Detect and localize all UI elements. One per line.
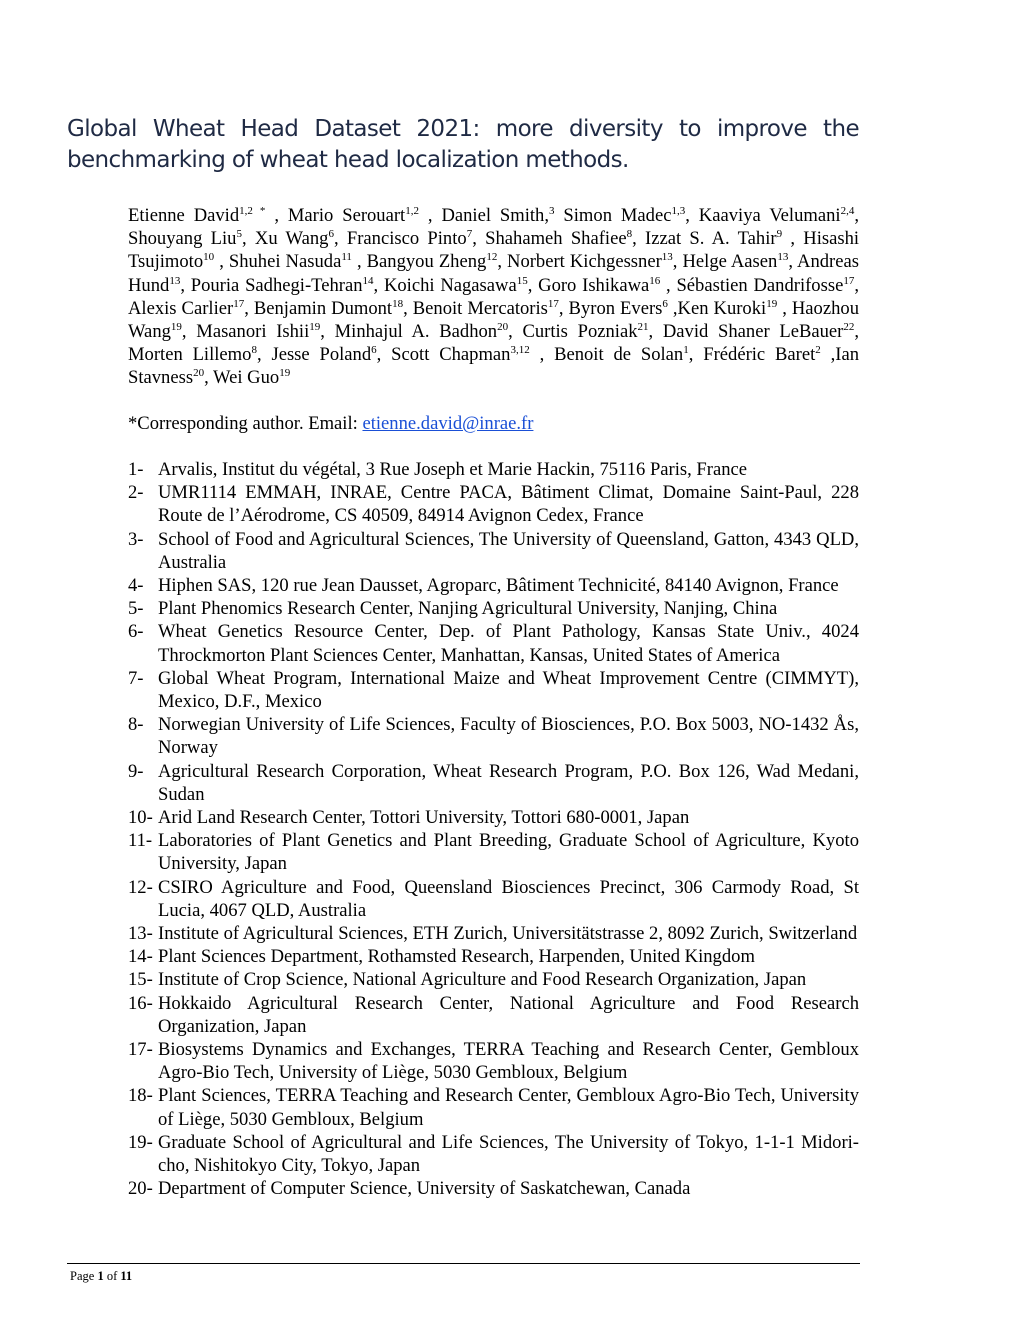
author — [288, 205, 442, 226]
author-name: Goro Ishikawa — [538, 274, 650, 296]
author-name: Hisashi Tsujimoto — [128, 228, 860, 273]
author — [703, 344, 835, 365]
page-label: Page — [70, 1269, 98, 1283]
affiliation-number: 4- — [128, 575, 144, 597]
corresponding-author — [128, 412, 859, 435]
author-affiliation-marker: 20 — [497, 321, 509, 334]
author-name: Norbert Kichgessner — [507, 251, 662, 273]
author-separator: , — [558, 297, 569, 319]
author-affiliation-marker: 1,3 — [671, 205, 686, 217]
author-affiliation-marker: 19 — [309, 321, 321, 334]
author-separator: , — [632, 228, 646, 250]
footer-divider — [67, 1263, 860, 1264]
author-separator: , — [403, 297, 413, 319]
author — [507, 251, 682, 272]
affiliation-text: Plant Phenomics Research Center, Nanjing Agricultural University, Nanjing, China — [158, 598, 778, 620]
affiliation-item — [128, 968, 859, 991]
author — [676, 275, 859, 296]
author-separator: , — [244, 297, 254, 319]
affiliation-item — [128, 1038, 859, 1084]
affiliation-text: Department of Computer Science, University of Saskatchewan, Canada — [158, 1178, 691, 1200]
affiliation-number: 5- — [128, 598, 144, 620]
author-affiliation-marker: 13 — [777, 251, 789, 264]
affiliation-number: 1- — [128, 459, 144, 480]
affiliation-text: Arvalis, Institut du végétal, 3 Rue Joseph et Marie Hackin, 75116 Paris, France — [158, 459, 748, 480]
page-of: of — [103, 1269, 121, 1283]
affiliation-item — [128, 528, 859, 574]
author-affiliation-marker: 7 — [466, 228, 473, 241]
author-name: Etienne David — [128, 205, 240, 226]
affiliation-item — [128, 829, 859, 875]
author-affiliation-marker: 8 — [251, 344, 257, 357]
affiliation-list — [128, 458, 859, 1201]
author — [196, 321, 334, 342]
author-name: Frédéric Baret — [703, 344, 816, 366]
affiliation-item — [128, 945, 859, 968]
affiliation-number: 12- — [128, 876, 153, 898]
affiliation-number: 17- — [128, 1039, 153, 1061]
author-name: Ken Kuroki — [677, 297, 767, 319]
author-separator: , — [497, 251, 508, 273]
author-affiliation-marker: 11 — [341, 251, 352, 264]
author — [271, 344, 391, 365]
affiliation-number: 18- — [128, 1085, 153, 1107]
author — [441, 205, 563, 226]
author-separator: , — [373, 274, 384, 296]
author-separator: , — [418, 205, 442, 226]
affiliation-number: 20- — [128, 1178, 153, 1200]
author — [645, 228, 803, 249]
author-affiliation-marker: 1,2 * — [239, 205, 266, 217]
author-affiliation-marker: 18 — [392, 297, 404, 310]
author-affiliation-marker: 16 — [649, 274, 661, 287]
author-name: Izzat S. A. Tahir — [645, 228, 777, 250]
author-affiliation-marker: 6 — [662, 297, 668, 310]
author-affiliation-marker: 17 — [547, 297, 559, 310]
author — [213, 367, 290, 388]
author-separator: , — [204, 367, 214, 389]
affiliation-number: 15- — [128, 969, 153, 991]
author-affiliation-marker: 19 — [766, 297, 778, 310]
affiliation-text: CSIRO Agriculture and Food, Queensland Biosciences Precinct, 306 Carmody Road, St Lucia, 4067 QLD, Australia — [158, 876, 859, 921]
author-name: David Shaner LeBauer — [662, 321, 844, 343]
author — [485, 228, 645, 249]
author — [191, 275, 384, 296]
author-name: Helge Aasen — [682, 251, 778, 273]
author-separator: , — [854, 205, 859, 226]
author-separator: , — [667, 297, 678, 319]
author-affiliation-marker: 20 — [193, 367, 205, 380]
author — [413, 298, 569, 319]
author-affiliation-marker: 2 — [815, 344, 821, 357]
affiliation-text: Graduate School of Agricultural and Life Sciences, The University of Tokyo, 1-1-1 Midori-cho, Nishitokyo City, Tokyo, Japan — [158, 1131, 859, 1177]
affiliation-item — [128, 806, 859, 829]
author — [522, 321, 662, 342]
affiliation-number: 13- — [128, 923, 153, 945]
author-affiliation-marker: 15 — [516, 274, 528, 287]
author-separator: , — [854, 274, 859, 296]
author-name: Shouyang Liu — [128, 228, 237, 250]
author-affiliation-marker: 13 — [661, 251, 673, 264]
author-list — [128, 204, 859, 390]
affiliation-number: 6- — [128, 621, 144, 643]
author-affiliation-marker: 21 — [637, 321, 649, 334]
author-affiliation-marker: 9 — [776, 228, 783, 241]
author-separator: , — [181, 321, 197, 343]
affiliation-item — [128, 1177, 859, 1200]
author-name: Daniel Smith, — [441, 205, 549, 226]
author-name: Masanori Ishii — [196, 321, 310, 343]
corresponding-label: *Corresponding author. Email: — [128, 413, 363, 434]
author-name: Benoit de Solan — [554, 344, 684, 366]
author-name: Kaaviya Velumani — [698, 205, 841, 226]
author — [682, 251, 797, 272]
author-name: Pouria Sadhegi-Tehran — [190, 274, 363, 296]
author-affiliation-marker: 12 — [486, 251, 498, 264]
author-name: Bangyou Zheng — [366, 251, 487, 273]
author-separator: , — [180, 274, 191, 296]
author-name: Mario Serouart — [287, 205, 406, 226]
author — [229, 251, 367, 272]
page-current: 1 — [97, 1269, 104, 1283]
affiliation-text: Arid Land Research Center, Tottori University, Tottori 680-0001, Japan — [158, 807, 690, 829]
author — [699, 205, 859, 226]
affiliation-number: 7- — [128, 667, 144, 689]
author-affiliation-marker: 3,12 — [510, 344, 530, 357]
author — [663, 321, 859, 342]
author-affiliation-marker: 2,4 — [840, 205, 855, 217]
author-affiliation-marker: 17 — [843, 274, 855, 287]
affiliation-item — [128, 1084, 859, 1130]
affiliation-text: Institute of Crop Science, National Agriculture and Food Research Organization, Japan — [158, 969, 807, 991]
affiliation-item — [128, 597, 859, 620]
author-separator: , — [854, 321, 860, 343]
author-name: Koichi Nagasawa — [383, 274, 517, 296]
affiliation-item — [128, 922, 859, 945]
author-separator: , — [241, 228, 255, 250]
affiliation-item — [128, 992, 859, 1038]
author-separator: , — [376, 344, 392, 366]
affiliation-text: Plant Sciences, TERRA Teaching and Research Center, Gembloux Agro-Bio Tech, University of Liège, 5030 Gembloux, Belgium — [158, 1085, 859, 1130]
author-name: Morten Lillemo — [128, 344, 252, 366]
author-affiliation-marker: 13 — [169, 274, 181, 287]
author-name: Shahameh Shafiee — [485, 228, 627, 250]
author-name: Simon Madec — [563, 205, 672, 226]
author-affiliation-marker: 6 — [371, 344, 377, 357]
author-separator: , — [660, 274, 677, 296]
affiliation-number: 11- — [128, 830, 153, 852]
author-separator: , — [508, 321, 523, 343]
author-affiliation-marker: 3 — [549, 205, 555, 217]
affiliation-item — [128, 481, 859, 527]
page-footer — [70, 1269, 132, 1284]
author-name: Alexis Carlier — [128, 297, 234, 319]
affiliation-number: 8- — [128, 714, 144, 736]
affiliation-number: 3- — [128, 528, 144, 550]
author-affiliation-marker: 22 — [843, 321, 855, 334]
author — [347, 228, 485, 249]
author-name: Benoit Mercatoris — [412, 297, 548, 319]
affiliation-number: 10- — [128, 807, 153, 829]
affiliation-item — [128, 458, 859, 481]
author — [128, 228, 255, 249]
author-separator: , — [782, 228, 804, 250]
author-name: Sébastien Dandrifosse — [676, 274, 844, 296]
author — [128, 344, 271, 365]
author-separator: , — [214, 251, 229, 273]
author-name: Jesse Poland — [271, 344, 372, 366]
author-separator: , — [685, 205, 699, 226]
author — [538, 275, 676, 296]
author-name: Andreas Hund — [128, 251, 859, 296]
author — [563, 205, 698, 226]
author — [255, 228, 347, 249]
affiliation-text: Plant Sciences Department, Rothamsted Research, Harpenden, United Kingdom — [158, 946, 755, 968]
author-separator: , — [351, 251, 367, 273]
author — [128, 298, 254, 319]
author-affiliation-marker: 19 — [170, 321, 182, 334]
page-total: 11 — [120, 1269, 133, 1283]
author-affiliation-marker: 17 — [233, 297, 245, 310]
affiliation-number: 9- — [128, 760, 144, 782]
author-separator: , — [820, 344, 836, 366]
author-name: Byron Evers — [568, 297, 663, 319]
author — [569, 298, 678, 319]
affiliation-item — [128, 876, 859, 922]
author-name: Shuhei Nasuda — [228, 251, 342, 273]
affiliation-item — [128, 760, 859, 806]
paper-title: Global Wheat Head Dataset 2021: more diversity to improve the benchmarking of wheat head localization methods. — [67, 116, 859, 173]
author-separator: , — [688, 344, 704, 366]
author-affiliation-marker: 1,2 — [405, 205, 419, 217]
author — [384, 275, 538, 296]
affiliation-item — [128, 713, 859, 759]
author-name: Benjamin Dumont — [253, 297, 393, 319]
affiliation-item — [128, 574, 859, 597]
affiliation-number: 16- — [128, 992, 153, 1014]
affiliation-text: Hokkaido Agricultural Research Center, National Agriculture and Food Research Organization, Japan — [158, 992, 859, 1037]
affiliation-text: School of Food and Agricultural Sciences, The University of Queensland, Gatton, 4343 QLD, Australia — [158, 528, 859, 573]
author-separator: , — [472, 228, 486, 250]
affiliation-text: UMR1114 EMMAH, INRAE, Centre PACA, Bâtiment Climat, Domaine Saint-Paul, 228 Route de l’Aérodrome, CS 40509, 84914 Avignon Cedex, France — [158, 482, 859, 527]
author-affiliation-marker: 14 — [362, 274, 374, 287]
author — [391, 344, 554, 365]
author-name: Xu Wang — [254, 228, 329, 250]
affiliation-item — [128, 667, 859, 713]
affiliation-text: Institute of Agricultural Sciences, ETH Zurich, Universitätstrasse 2, 8092 Zurich, Switzerland — [158, 923, 858, 945]
author-separator: , — [527, 274, 539, 296]
author-separator: , — [788, 251, 798, 273]
affiliation-text: Wheat Genetics Resource Center, Dep. of Plant Pathology, Kansas State Univ., 4024 Throckmorton Plant Sciences Center, Manhattan, Kansas, United States of America — [158, 621, 859, 666]
affiliation-text: Hiphen SAS, 120 rue Jean Dausset, Agroparc, Bâtiment Technicité, 84140 Avignon, France — [158, 575, 839, 597]
author-separator: , — [777, 297, 792, 319]
author-affiliation-marker: 6 — [328, 228, 334, 241]
author-affiliation-marker: 10 — [203, 251, 215, 264]
author-affiliation-marker: 19 — [279, 367, 291, 380]
affiliation-text: Biosystems Dynamics and Exchanges, TERRA Teaching and Research Center, Gembloux Agro-Bio Tech, University of Liège, 5030 Gembloux, Belgium — [158, 1039, 859, 1084]
affiliation-text: Global Wheat Program, International Maize and Wheat Improvement Centre (CIMMYT), Mexico, D.F., Mexico — [158, 667, 859, 713]
author-separator: , — [648, 321, 663, 343]
author-separator: , — [265, 205, 288, 226]
affiliation-text: Agricultural Research Corporation, Wheat Research Program, P.O. Box 126, Wad Medani, Sudan — [158, 760, 859, 805]
affiliation-number: 19- — [128, 1131, 153, 1153]
affiliation-number: 14- — [128, 946, 153, 968]
affiliation-item — [128, 1131, 859, 1177]
author — [335, 321, 523, 342]
author-name: Wei Guo — [213, 367, 280, 389]
author-separator: , — [529, 344, 555, 366]
author-name: Minhajul A. Badhon — [334, 321, 498, 343]
author — [554, 344, 703, 365]
affiliation-number: 2- — [128, 482, 144, 504]
corresponding-email-link[interactable]: etienne.david@inrae.fr — [362, 413, 534, 434]
affiliation-item — [128, 620, 859, 666]
author-separator: , — [256, 344, 272, 366]
author-separator: , — [333, 228, 347, 250]
author-affiliation-marker: 1 — [683, 344, 689, 357]
author-name: Scott Chapman — [391, 344, 511, 366]
author — [254, 298, 413, 319]
author-name: Curtis Pozniak — [522, 321, 638, 343]
affiliation-text: Laboratories of Plant Genetics and Plant Breeding, Graduate School of Agriculture, Kyoto University, Japan — [158, 830, 859, 875]
author — [128, 205, 288, 226]
affiliation-text: Norwegian University of Life Sciences, Faculty of Biosciences, P.O. Box 5003, NO-1432 Ås, Norway — [158, 714, 859, 759]
author-name: Haozhou Wang — [128, 297, 859, 343]
author-separator: , — [320, 321, 335, 343]
author — [367, 251, 507, 272]
author-separator: , — [672, 251, 683, 273]
author-affiliation-marker: 5 — [236, 228, 242, 241]
author-name: Ian Stavness — [128, 344, 860, 389]
author-affiliation-marker: 8 — [626, 228, 633, 241]
author-name: Francisco Pinto — [346, 228, 467, 250]
author — [678, 298, 792, 319]
